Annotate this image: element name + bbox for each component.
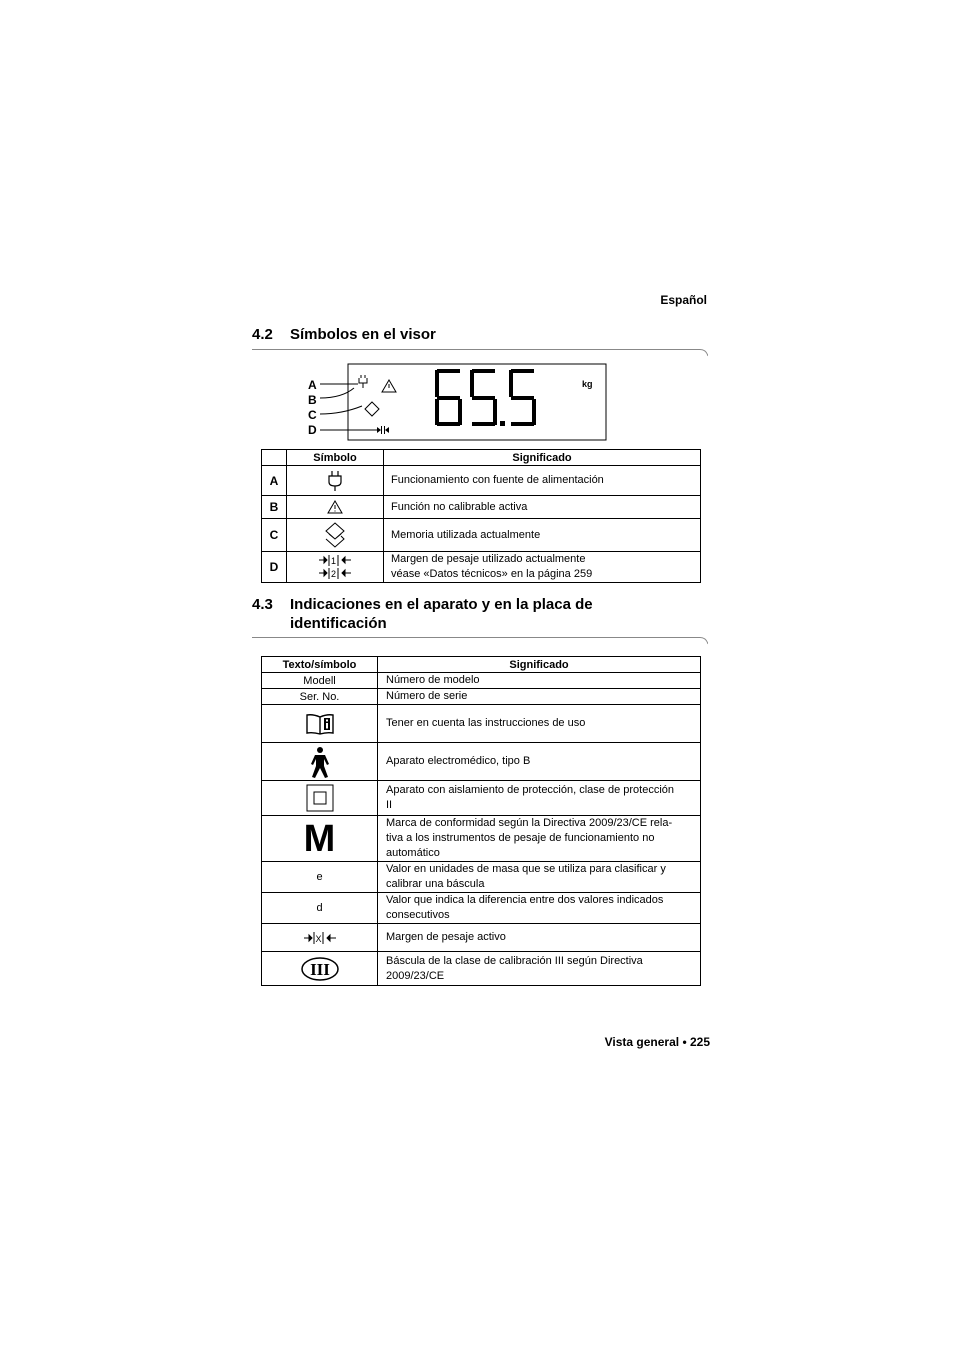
section-rule <box>252 346 708 360</box>
row-meaning: Aparato electromédico, tipo B <box>378 743 701 781</box>
svg-text:1: 1 <box>330 556 337 566</box>
callout-d: D <box>308 423 317 437</box>
svg-text:X: X <box>314 933 322 944</box>
table-row <box>262 466 701 496</box>
active-range-icon <box>262 924 378 952</box>
table-row <box>262 781 701 816</box>
metrology-m-icon: M <box>262 816 378 862</box>
row-meaning: Margen de pesaje utilizado actualmente véase «Datos técnicos» en la página 259 <box>384 552 701 583</box>
table-row <box>262 893 701 924</box>
row-meaning: Funcionamiento con fuente de alimentación <box>384 466 701 496</box>
section-rule <box>252 634 708 648</box>
row-meaning: Número de serie <box>378 689 701 705</box>
table-row <box>262 552 701 583</box>
section-heading-4-3 <box>252 595 712 635</box>
table-row <box>262 816 701 862</box>
svg-text:III: III <box>309 959 330 979</box>
table-row <box>262 519 701 552</box>
row-symbol-text: Ser. No. <box>262 689 378 705</box>
section-heading-4-2 <box>252 325 712 345</box>
page-footer: Vista general • 225 <box>604 1035 710 1049</box>
section-title: Símbolos en el visor <box>290 326 436 343</box>
row-meaning: Báscula de la clase de calibración III según Directiva 2009/23/CE <box>378 952 701 986</box>
device-markings-table <box>261 656 701 986</box>
header-meaning: Significado <box>384 450 701 466</box>
row-meaning: Valor en unidades de masa que se utiliza para clasificar y calibrar una báscula <box>378 862 701 893</box>
row-key: A <box>262 466 287 496</box>
row-meaning: Aparato con aislamiento de protección, clase de protección II <box>378 781 701 816</box>
memory-diamonds-icon <box>287 519 384 552</box>
empty-header-cell <box>262 450 287 466</box>
row-meaning: Tener en cuenta las instrucciones de uso <box>378 705 701 743</box>
table-row <box>262 743 701 781</box>
section-number: 4.3 <box>252 596 273 613</box>
row-meaning: Marca de conformidad según la Directiva 2009/23/CE rela- tiva a los instrumentos de pesaje de funcionamiento no automático <box>378 816 701 862</box>
table-row <box>262 862 701 893</box>
row-symbol-text: e <box>262 862 378 893</box>
table-row <box>262 705 701 743</box>
row-key: B <box>262 496 287 519</box>
row-meaning: Memoria utilizada actualmente <box>384 519 701 552</box>
row-key: C <box>262 519 287 552</box>
svg-text:2: 2 <box>330 569 337 579</box>
table-row <box>262 952 701 986</box>
table-row <box>262 673 701 689</box>
warning-triangle-icon <box>287 496 384 519</box>
table-header-row <box>262 657 701 673</box>
table-row <box>262 924 701 952</box>
table-row <box>262 689 701 705</box>
language-label: Español <box>660 293 707 307</box>
weighing-range-icon <box>287 552 384 583</box>
section-title: Indicaciones en el aparato y en la placa de identificación <box>290 596 593 632</box>
row-meaning: Valor que indica la diferencia entre dos valores indicados consecutivos <box>378 893 701 924</box>
unit-label: kg <box>582 379 593 389</box>
callout-a: A <box>308 378 317 392</box>
row-symbol-text: d <box>262 893 378 924</box>
row-key: D <box>262 552 287 583</box>
row-meaning: Función no calibrable activa <box>384 496 701 519</box>
row-symbol-text: Modell <box>262 673 378 689</box>
row-meaning: Margen de pesaje activo <box>378 924 701 952</box>
mains-plug-icon <box>287 466 384 496</box>
instructions-book-icon <box>262 705 378 743</box>
header-symbol: Símbolo <box>287 450 384 466</box>
type-b-person-icon <box>262 743 378 781</box>
table-row <box>262 496 701 519</box>
callout-c: C <box>308 408 317 422</box>
display-symbols-table <box>261 449 701 583</box>
table-header-row <box>262 450 701 466</box>
protection-class-square-icon <box>262 781 378 816</box>
scale-display-illustration <box>262 360 612 444</box>
row-meaning: Número de modelo <box>378 673 701 689</box>
header-meaning: Significado <box>378 657 701 673</box>
class-three-oval-icon <box>262 952 378 986</box>
header-symbol: Texto/símbolo <box>262 657 378 673</box>
section-number: 4.2 <box>252 326 273 343</box>
callout-b: B <box>308 393 317 407</box>
